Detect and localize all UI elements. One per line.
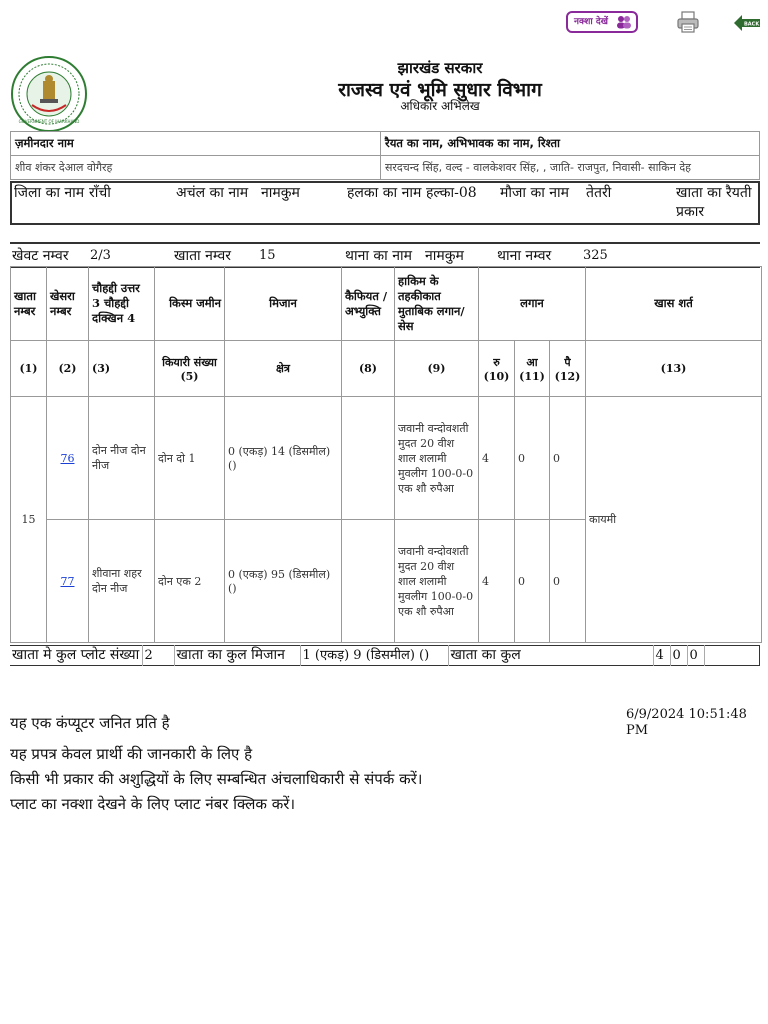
zamindar-value: शीव शंकर देआल वोगैरह [11, 156, 381, 180]
khata-no-label: खाता नम्वर [174, 248, 231, 264]
people-icon [616, 15, 632, 29]
khesra-link-76[interactable]: 76 [60, 451, 75, 465]
svg-text:GOVERNMENT OF JHARKHAND: GOVERNMENT OF JHARKHAND [18, 119, 80, 124]
toolbar [0, 8, 768, 42]
pai-cell: 0 [550, 397, 586, 520]
khewat-table [10, 242, 760, 268]
total-ru: 4 [653, 646, 670, 666]
plot-details-table [10, 266, 762, 643]
khesra-link-77[interactable]: 77 [60, 574, 75, 588]
khewat-value: 2/3 [90, 248, 111, 263]
summary-spacer [704, 646, 760, 666]
subhead-9: (9) [395, 341, 479, 397]
kshetra-cell: 0 (एकड़) 95 (डिसमील) () [225, 520, 342, 643]
kshetra-cell: 0 (एकड़) 14 (डिसमील) () [225, 397, 342, 520]
kaifiyat-cell [342, 520, 395, 643]
view-map-label: नक्शा देखें [574, 17, 608, 27]
pai-label: पै [564, 355, 571, 369]
col-kism-jamin: किस्म जमीन [155, 267, 225, 341]
view-map-button[interactable] [566, 11, 638, 33]
col-khata-no: खाता नम्बर [11, 267, 47, 341]
kiyari-cell: दोन दो 1 [155, 397, 225, 520]
district-label: जिला का नाम [14, 185, 85, 201]
owner-table [10, 131, 760, 180]
mauja-label: मौजा का नाम [500, 185, 570, 201]
table-row [47, 397, 89, 520]
subhead-aa [515, 341, 550, 397]
subhead-pai [550, 341, 586, 397]
computer-generated-note: यह एक कंप्यूटर जनित प्रति है [10, 714, 170, 732]
kiyari-cell: दोन एक 2 [155, 520, 225, 643]
col-hakim: हाकिम के तहकीकात मुताबिक लगान/सेस [395, 267, 479, 341]
total-pai: 0 [687, 646, 704, 666]
total-mijan-value: 1 (एकड़) 9 (डिसमील) () [300, 646, 448, 666]
hakim-cell: जवानी वन्दोवशती मुदत 20 वीश शाल शलामी मुवलीग 100-0-0 एक शौ रुपैआ [395, 520, 479, 643]
col-mijan: मिजान [225, 267, 342, 341]
header-government: झारखंड सरकार [397, 59, 483, 77]
hakim-cell: जवानी वन्दोवशती मुदत 20 वीश शाल शलामी मुवलीग 100-0-0 एक शौ रुपैआ [395, 397, 479, 520]
back-arrow-icon[interactable] [734, 15, 760, 31]
col-khesra-no: खेसरा नम्बर [47, 267, 89, 341]
svg-text:BACK: BACK [744, 21, 760, 28]
chauhaddi-cell: दोन नीज दोन नीज [89, 397, 155, 520]
halka-value: हल्का-08 [426, 185, 477, 201]
zamindar-label: ज़मीनदार नाम [11, 132, 381, 156]
total-aa: 0 [670, 646, 687, 666]
subhead-kshetra: क्षेत्र [225, 341, 342, 397]
header-department: राजस्व एवं भूमि सुधार विभाग [338, 79, 542, 101]
timestamp: 6/9/2024 10:51:48 PM [626, 707, 747, 738]
khata-type-value: रैयती [726, 185, 752, 201]
total-label: खाता का कुल [448, 646, 653, 666]
raiyat-value: सरदचन्द सिंह, वल्द - वालकेशवर सिंह, , जाति- राजपुत, निवासी- साकिन देह [381, 156, 760, 180]
printer-icon[interactable] [676, 10, 700, 34]
district-value: राँची [89, 185, 111, 201]
plot-count-label: खाता मे कुल प्लोट संख्या [10, 646, 142, 666]
chauhaddi-cell: शीवाना शहर दोन नीज [89, 520, 155, 643]
ru-label: रु [493, 355, 500, 369]
col-lagan: लगान [479, 267, 586, 341]
subhead-3: (3) [89, 341, 155, 397]
thana-name-value: नामकुम [425, 248, 464, 264]
subhead-kiyari [155, 341, 225, 397]
table-row [47, 520, 89, 643]
click-plot-note: प्लाट का नक्शा देखने के लिए प्लाट नंबर क्लिक करें। [10, 795, 296, 813]
ru-cell: 4 [479, 520, 515, 643]
halka-label: हलका का नाम [347, 185, 422, 201]
khewat-label: खेवट नम्वर [12, 248, 69, 264]
col-khas-shart: खास शर्त [586, 267, 762, 341]
jharkhand-emblem-logo [10, 55, 88, 133]
summary-table [10, 645, 760, 666]
pai-cell: 0 [550, 520, 586, 643]
aa-label: आ [526, 355, 538, 369]
subhead-11: (11) [519, 369, 545, 383]
khas-shart-cell: कायमी [586, 397, 762, 643]
mauja-value: तेतरी [586, 185, 612, 201]
subhead-1: (1) [11, 341, 47, 397]
khata-no-value: 15 [259, 248, 276, 263]
kiyari-label: कियारी संख्या [162, 355, 217, 369]
thana-no-label: थाना नम्वर [497, 248, 552, 264]
subhead-5: (5) [180, 369, 199, 383]
subhead-8: (8) [342, 341, 395, 397]
location-table [10, 181, 760, 225]
subhead-13: (13) [586, 341, 762, 397]
thana-no-value: 325 [583, 248, 608, 263]
col-kaifiyat: कैफियत / अभ्युक्ति [342, 267, 395, 341]
khata-type-label: खाता का प्रकार [676, 185, 722, 220]
anchal-value: नामकुम [261, 185, 300, 201]
anchal-label: अचंल का नाम [176, 185, 249, 201]
khata-no-cell: 15 [11, 397, 47, 643]
subhead-ru [479, 341, 515, 397]
aa-cell: 0 [515, 397, 550, 520]
header-record-title: अधिकार अभिलेख [400, 99, 480, 113]
total-mijan-label: खाता का कुल मिजान [174, 646, 300, 666]
plot-count-value: 2 [142, 646, 174, 666]
thana-name-label: थाना का नाम [345, 248, 413, 264]
subhead-10: (10) [483, 369, 510, 383]
aa-cell: 0 [515, 520, 550, 643]
info-only-note: यह प्रपत्र केवल प्रार्थी की जानकारी के लिए है [10, 745, 253, 763]
kaifiyat-cell [342, 397, 395, 520]
subhead-12: (12) [554, 369, 581, 383]
subhead-2: (2) [47, 341, 89, 397]
raiyat-label: रैयत का नाम, अभिभावक का नाम, रिश्ता [381, 132, 760, 156]
contact-note: किसी भी प्रकार की अशुद्धियों के लिए सम्बन्धित अंचलाधिकारी से संपर्क करें। [10, 770, 423, 788]
ru-cell: 4 [479, 397, 515, 520]
col-chauhaddi: चौहद्दी उत्तर 3 चौहद्दी दक्खिन 4 [89, 267, 155, 341]
